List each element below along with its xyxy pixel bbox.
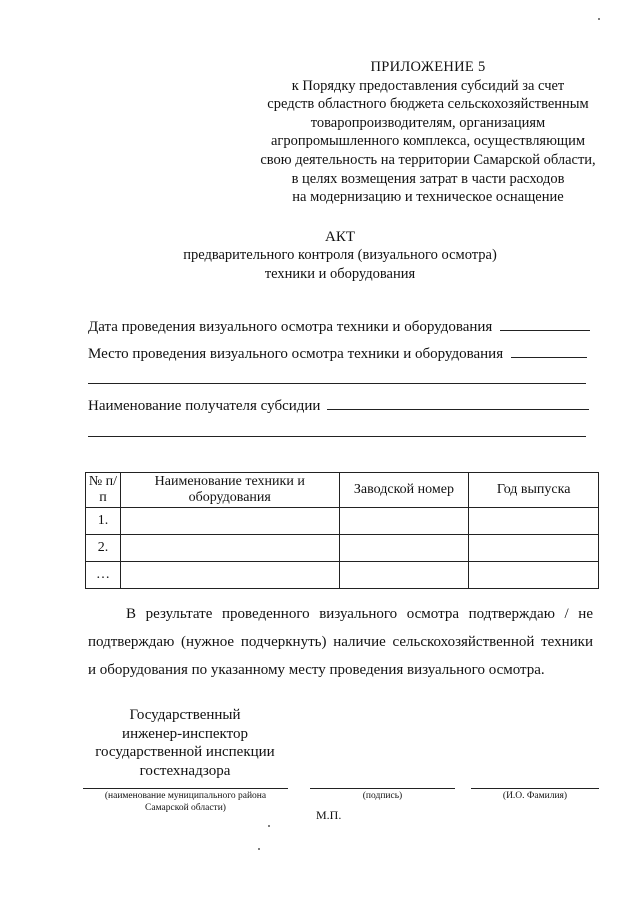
row-number: … [86, 562, 121, 589]
signature-line[interactable] [310, 788, 455, 789]
conclusion-line: В результате проведенного визуального осмотра подтверждаю / не [126, 606, 593, 622]
scan-speck [258, 848, 260, 850]
serial-number-cell[interactable] [339, 562, 469, 589]
table-row [86, 508, 599, 535]
act-subtitle-line: техники и оборудования [264, 265, 416, 282]
recipient-label: Наименование получателя субсидии [88, 398, 321, 414]
serial-number-cell[interactable] [339, 535, 469, 562]
year-cell[interactable] [469, 508, 599, 535]
annex-line: свою деятельность на территории Самарской области, [260, 151, 596, 168]
inspection-date-label: Дата проведения визуального осмотра техники и оборудования [88, 319, 493, 335]
serial-number-cell[interactable] [339, 508, 469, 535]
header-year: Год выпуска [469, 473, 599, 508]
annex-line: на модернизацию и техническое оснащение [292, 189, 564, 206]
conclusion-line: подтверждаю (нужное подчеркнуть) наличие сельскохозяйственной техники [88, 634, 593, 650]
act-subtitle [0, 246, 640, 283]
equipment-name-cell[interactable] [120, 562, 339, 589]
scan-speck [598, 18, 600, 20]
district-caption: (наименование муниципального района Самарской области) [104, 791, 267, 813]
annex-line: к Порядку предоставления субсидий за счет [291, 77, 565, 94]
inspection-place-label: Место проведения визуального осмотра техники и оборудования [88, 346, 504, 362]
inspection-place-field [88, 343, 587, 363]
act-subtitle-line: предварительного контроля (визуального осмотра) [183, 247, 497, 263]
table-header-row [86, 473, 599, 508]
table-row [86, 562, 599, 589]
position-line: Государственный [129, 707, 241, 723]
inspection-date-blank[interactable] [500, 316, 590, 331]
inspection-date-field [88, 316, 590, 336]
scan-speck [268, 825, 270, 827]
name-caption: (И.О. Фамилия) [502, 791, 568, 801]
row-number: 1. [86, 508, 121, 535]
equipment-name-cell[interactable] [120, 535, 339, 562]
conclusion-paragraph [88, 600, 593, 684]
annex-line: агропромышленного комплекса, осуществляющим [270, 133, 586, 150]
recipient-continuation-line[interactable] [88, 436, 586, 437]
equipment-name-cell[interactable] [120, 508, 339, 535]
stamp-placeholder: М.П. [316, 808, 342, 822]
recipient-field [88, 395, 589, 415]
row-number: 2. [86, 535, 121, 562]
annex-line: товаропроизводителям, организациям [310, 114, 546, 131]
annex-line: средств областного бюджета сельскохозяйственным [267, 96, 589, 113]
position-line: государственной инспекции [95, 744, 275, 760]
signature-caption: (подпись) [362, 791, 403, 801]
annex-header [228, 58, 628, 207]
annex-line: в целях возмещения затрат в части расходов [291, 170, 565, 187]
table-row [86, 535, 599, 562]
year-cell[interactable] [469, 535, 599, 562]
year-cell[interactable] [469, 562, 599, 589]
header-equipment-name: Наименование техники и оборудования [120, 473, 339, 508]
header-number: № п/п [86, 473, 121, 508]
conclusion-line: и оборудования по указанному месту проведения визуального осмотра. [88, 662, 545, 678]
header-serial-number: Заводской номер [339, 473, 469, 508]
position-line: инженер-инспектор [122, 725, 248, 742]
inspection-place-continuation-line[interactable] [88, 383, 586, 384]
district-signature-line[interactable] [83, 788, 288, 789]
equipment-table [85, 472, 599, 589]
inspection-place-blank[interactable] [511, 343, 587, 358]
position-line: гостехнадзора [139, 762, 231, 779]
recipient-blank[interactable] [327, 395, 589, 410]
act-title: АКТ [325, 229, 355, 245]
name-signature-line[interactable] [471, 788, 599, 789]
annex-heading: ПРИЛОЖЕНИЕ 5 [370, 59, 486, 75]
inspector-position [85, 706, 285, 780]
